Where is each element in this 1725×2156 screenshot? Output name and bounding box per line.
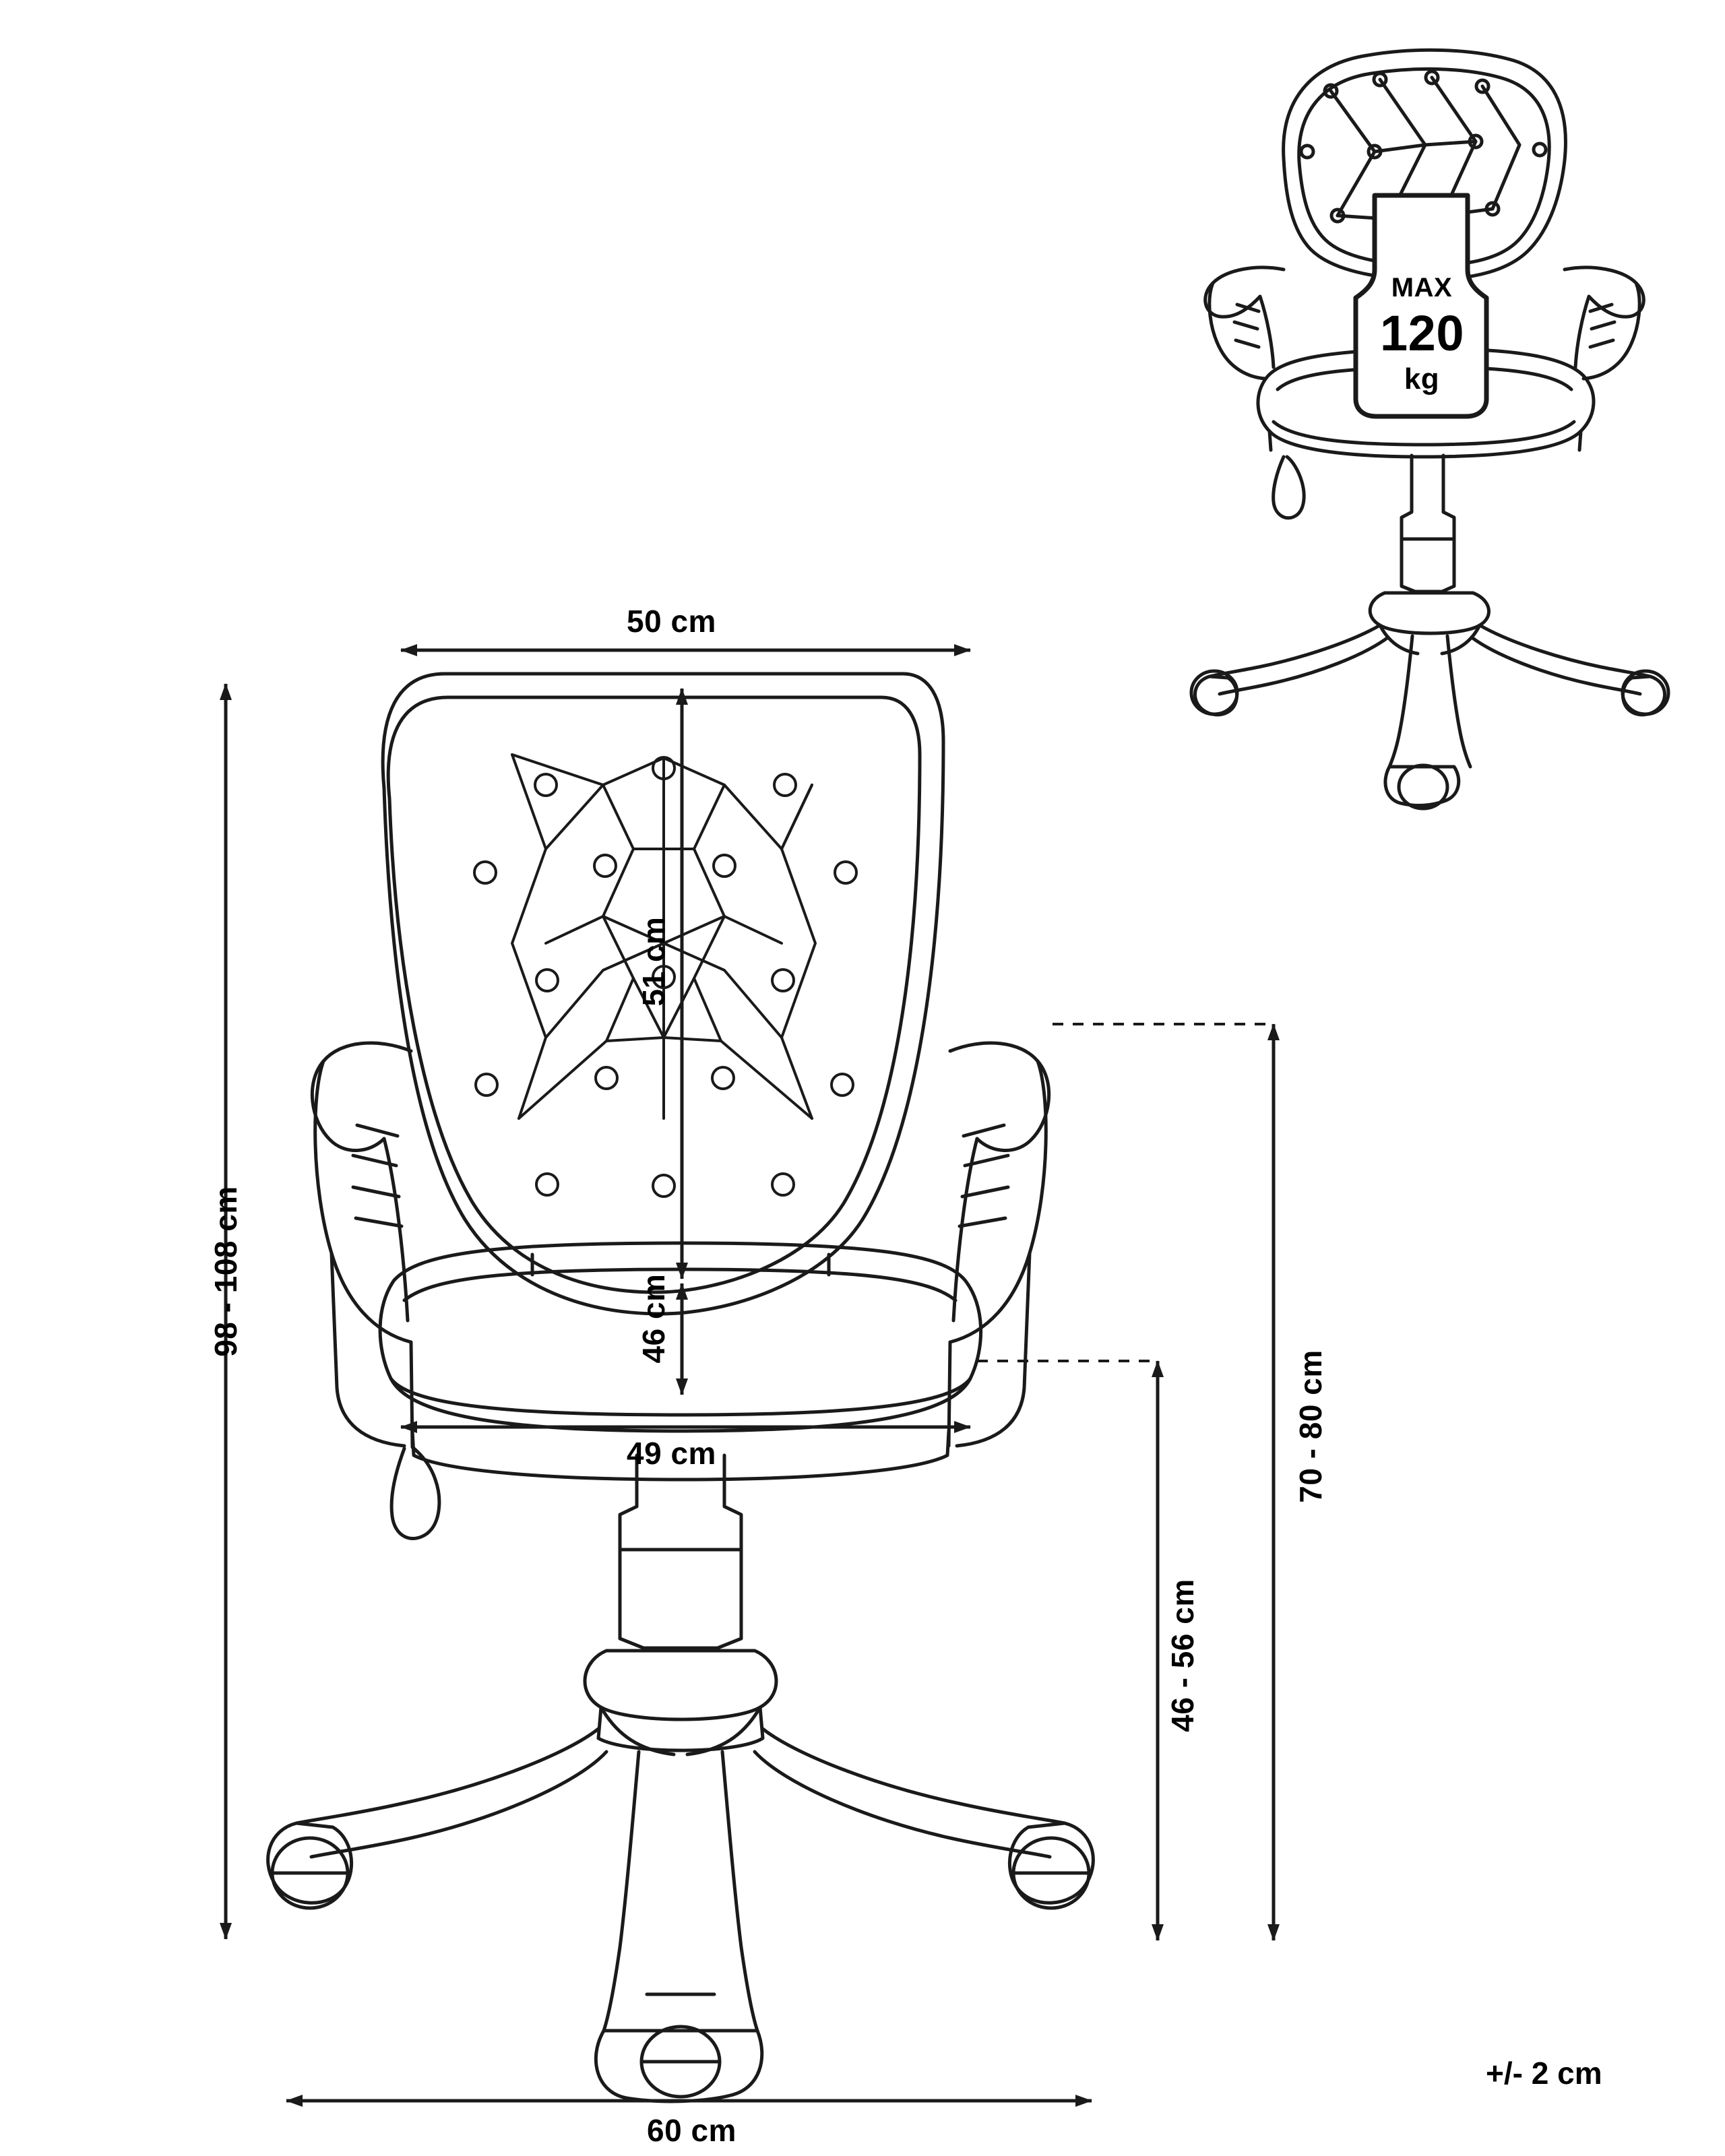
label-seat-height-range: 46 - 56 cm: [1165, 1579, 1200, 1732]
perspective-chair: [1191, 50, 1668, 808]
label-backrest-51: 51 cm: [636, 916, 671, 1007]
label-total-height: 98 - 108 cm: [208, 1186, 243, 1357]
label-seat-width-49: 49 cm: [627, 1436, 716, 1471]
label-seat-46: 46 cm: [636, 1273, 671, 1364]
label-width-50: 50 cm: [627, 604, 716, 639]
label-arm-height-range: 70 - 80 cm: [1293, 1350, 1328, 1503]
badge-max-label: MAX: [1391, 273, 1453, 303]
badge-weight-unit: kg: [1404, 362, 1440, 395]
badge-weight-value: 120: [1380, 305, 1464, 361]
label-base-width-60: 60 cm: [647, 2113, 736, 2148]
dimension-lines: [226, 650, 1274, 2101]
tolerance-note: +/- 2 cm: [1486, 2056, 1602, 2091]
